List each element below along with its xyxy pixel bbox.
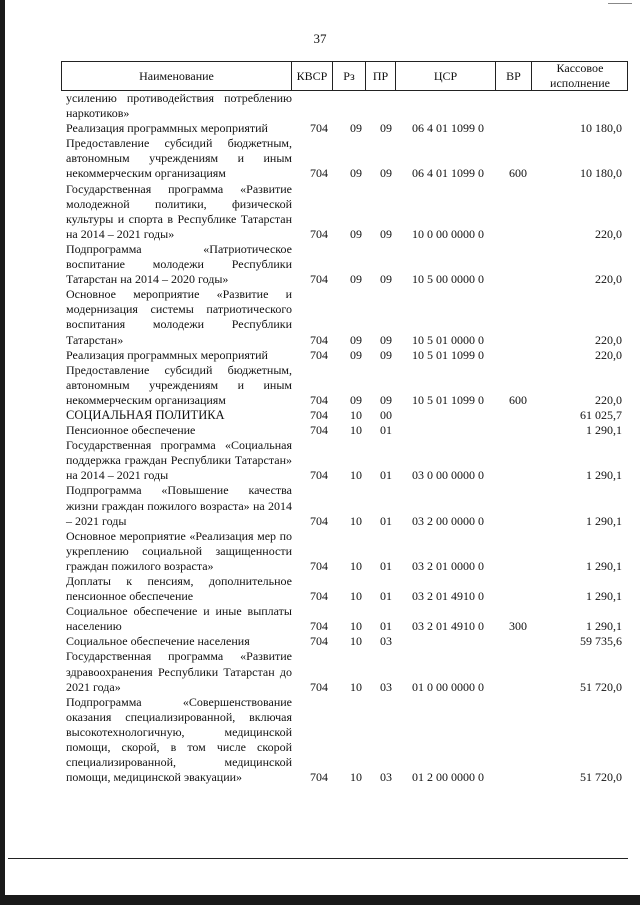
row-kvsr: 704 (310, 513, 328, 528)
scan-left-edge (0, 0, 5, 905)
row-kvsr: 704 (310, 332, 328, 347)
row-name: Социальное обеспечение и иные выплаты населению (66, 604, 292, 634)
row-amount: 1 290,1 (586, 513, 622, 528)
row-name: усилению противодействия потреблению наркотиков» (66, 91, 292, 121)
row-pr: 09 (380, 226, 392, 241)
table-header (61, 61, 628, 91)
row-name: СОЦИАЛЬНАЯ ПОЛИТИКА (66, 407, 225, 422)
row-amount: 220,0 (595, 347, 622, 362)
row-name: Подпрограмма «Повышение качества жизни граждан пожилого возраста» на 2014 – 2021 годы (66, 483, 292, 528)
row-name: Подпрограмма «Совершенствование оказания специализированной, включая высокотехнологичную, медицинской помощи, скорой, в том числе скорой специализированной, медицинской помощи, медицинской эвакуации» (66, 694, 292, 785)
row-pr: 01 (380, 558, 392, 573)
row-amount: 59 735,6 (580, 634, 622, 649)
table-row (66, 408, 626, 423)
row-rz: 10 (350, 513, 362, 528)
table-row (66, 649, 626, 694)
row-pr: 03 (380, 634, 392, 649)
row-kvsr: 704 (310, 679, 328, 694)
table-row (66, 483, 626, 528)
row-pr: 03 (380, 770, 392, 785)
header-rz: Рз (332, 62, 365, 90)
row-rz: 09 (350, 226, 362, 241)
row-rz: 10 (350, 558, 362, 573)
row-rz: 09 (350, 272, 362, 287)
row-kvsr: 704 (310, 121, 328, 136)
header-kvsr: КВСР (291, 62, 332, 90)
row-csr: 06 4 01 1099 0 (412, 121, 484, 136)
row-rz: 10 (350, 634, 362, 649)
header-amount-line2: исполнение (550, 76, 610, 90)
row-kvsr: 704 (310, 166, 328, 181)
row-rz: 09 (350, 347, 362, 362)
table-row (66, 695, 626, 786)
row-rz: 10 (350, 679, 362, 694)
row-kvsr: 704 (310, 468, 328, 483)
row-amount: 220,0 (595, 332, 622, 347)
row-csr: 03 0 00 0000 0 (412, 468, 484, 483)
row-rz: 09 (350, 332, 362, 347)
row-rz: 09 (350, 166, 362, 181)
row-rz: 09 (350, 121, 362, 136)
table-row (66, 348, 626, 363)
table-row (66, 121, 626, 136)
row-csr: 03 2 00 0000 0 (412, 513, 484, 528)
row-rz: 09 (350, 392, 362, 407)
row-amount: 1 290,1 (586, 589, 622, 604)
row-name: Реализация программных мероприятий (66, 347, 268, 362)
row-amount: 1 290,1 (586, 423, 622, 438)
row-name: Государственная программа «Развитие здравоохранения Республики Татарстан до 2021 года» (66, 649, 292, 694)
scan-bottom-edge (0, 895, 640, 905)
row-rz: 10 (350, 770, 362, 785)
row-name: Пенсионное обеспечение (66, 423, 196, 438)
header-csr: ЦСР (395, 62, 495, 90)
row-kvsr: 704 (310, 619, 328, 634)
row-pr: 01 (380, 589, 392, 604)
row-csr: 10 5 01 1099 0 (412, 347, 484, 362)
row-csr: 03 2 01 4910 0 (412, 589, 484, 604)
row-name: Реализация программных мероприятий (66, 121, 268, 136)
row-name: Доплаты к пенсиям, дополнительное пенсионное обеспечение (66, 574, 292, 604)
table-row (66, 287, 626, 347)
header-vr: ВР (495, 62, 531, 90)
row-pr: 00 (380, 407, 392, 422)
row-pr: 01 (380, 619, 392, 634)
row-kvsr: 704 (310, 407, 328, 422)
row-csr: 06 4 01 1099 0 (412, 166, 484, 181)
header-amount-line1: Кассовое (556, 61, 604, 75)
header-amount (531, 62, 628, 90)
row-pr: 01 (380, 513, 392, 528)
row-amount: 1 290,1 (586, 468, 622, 483)
row-kvsr: 704 (310, 226, 328, 241)
row-kvsr: 704 (310, 634, 328, 649)
row-kvsr: 704 (310, 392, 328, 407)
scan-bottom-line (8, 858, 628, 859)
header-pr: ПР (365, 62, 395, 90)
row-amount: 220,0 (595, 226, 622, 241)
row-amount: 10 180,0 (580, 166, 622, 181)
row-name: Основное мероприятие «Развитие и модернизация системы патриотического воспитания молодежи Республики Татарстан» (66, 287, 292, 347)
table-row (66, 363, 626, 408)
row-kvsr: 704 (310, 770, 328, 785)
row-csr: 03 2 01 4910 0 (412, 619, 484, 634)
table-row (66, 242, 626, 287)
row-kvsr: 704 (310, 558, 328, 573)
row-pr: 03 (380, 679, 392, 694)
row-amount: 51 720,0 (580, 770, 622, 785)
row-name: Социальное обеспечение населения (66, 634, 250, 649)
row-csr: 01 0 00 0000 0 (412, 679, 484, 694)
row-pr: 09 (380, 347, 392, 362)
table-row (66, 136, 626, 181)
row-amount: 61 025,7 (580, 407, 622, 422)
row-vr: 600 (509, 166, 527, 181)
row-rz: 10 (350, 468, 362, 483)
table-row (66, 423, 626, 438)
table-row (66, 91, 626, 121)
row-amount: 10 180,0 (580, 121, 622, 136)
row-name: Предоставление субсидий бюджетным, автономным учреждениям и иным некоммерческим организациям (66, 362, 292, 407)
page-number: 37 (313, 31, 327, 46)
row-amount: 1 290,1 (586, 619, 622, 634)
row-amount: 1 290,1 (586, 558, 622, 573)
row-kvsr: 704 (310, 423, 328, 438)
row-pr: 01 (380, 468, 392, 483)
header-name: Наименование (139, 68, 214, 83)
table-row (66, 438, 626, 483)
row-amount: 51 720,0 (580, 679, 622, 694)
row-amount: 220,0 (595, 392, 622, 407)
row-name: Государственная программа «Развитие молодежной политики, физической культуры и спорта в Республике Татарстан на 2014 – 2021 годы» (66, 181, 292, 241)
row-csr: 10 5 01 1099 0 (412, 392, 484, 407)
row-kvsr: 704 (310, 589, 328, 604)
table-row (66, 574, 626, 604)
row-vr: 300 (509, 619, 527, 634)
scan-corner-mark (608, 3, 632, 4)
row-csr: 01 2 00 0000 0 (412, 770, 484, 785)
row-kvsr: 704 (310, 347, 328, 362)
row-rz: 10 (350, 407, 362, 422)
row-kvsr: 704 (310, 272, 328, 287)
row-rz: 10 (350, 619, 362, 634)
row-rz: 10 (350, 589, 362, 604)
table-row (66, 529, 626, 574)
row-pr: 09 (380, 392, 392, 407)
row-csr: 10 0 00 0000 0 (412, 226, 484, 241)
row-csr: 10 5 00 0000 0 (412, 272, 484, 287)
row-csr: 03 2 01 0000 0 (412, 558, 484, 573)
row-pr: 09 (380, 272, 392, 287)
table-row (66, 634, 626, 649)
row-name: Предоставление субсидий бюджетным, автономным учреждениям и иным некоммерческим организациям (66, 136, 292, 181)
row-pr: 09 (380, 166, 392, 181)
table-row (66, 604, 626, 634)
row-pr: 09 (380, 332, 392, 347)
row-csr: 10 5 01 0000 0 (412, 332, 484, 347)
row-pr: 01 (380, 423, 392, 438)
row-rz: 10 (350, 423, 362, 438)
row-name: Основное мероприятие «Реализация мер по укреплению социальной защищенности граждан пожилого возраста» (66, 528, 292, 573)
row-pr: 09 (380, 121, 392, 136)
row-vr: 600 (509, 392, 527, 407)
row-amount: 220,0 (595, 272, 622, 287)
row-name: Государственная программа «Социальная поддержка граждан Республики Татарстан» на 2014 – 2021 годы (66, 438, 292, 483)
table-body (66, 91, 626, 785)
table-row (66, 182, 626, 242)
row-name: Подпрограмма «Патриотическое воспитание молодежи Республики Татарстан на 2014 – 2020 годы» (66, 241, 292, 287)
